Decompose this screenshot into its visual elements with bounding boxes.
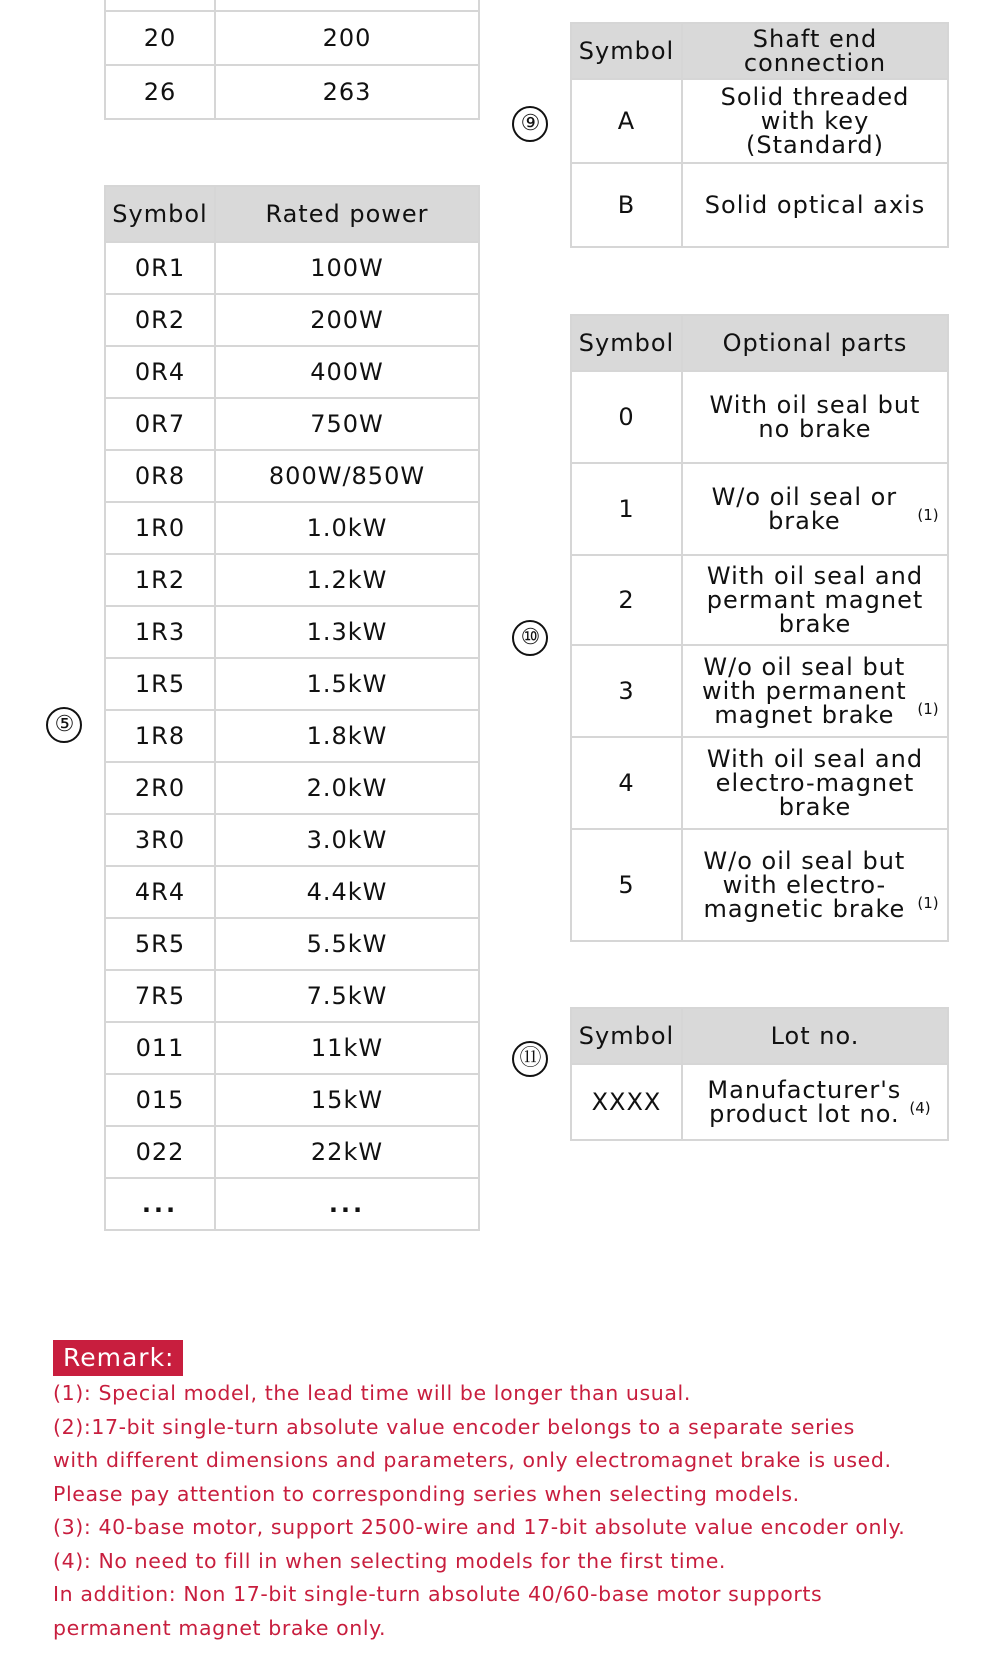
table-cell-symbol: 26 — [105, 65, 215, 119]
table-row — [105, 606, 479, 658]
footnote-marker: (4) — [909, 1099, 931, 1117]
table-cell-symbol: 7R5 — [105, 970, 215, 1022]
table-cell-symbol: 5R5 — [105, 918, 215, 970]
table-cell-symbol: 1 — [571, 463, 682, 555]
table-row — [105, 762, 479, 814]
table-row — [105, 1178, 479, 1230]
table-row — [105, 554, 479, 606]
table-cell-value: 22kW — [215, 1126, 479, 1178]
table-row — [105, 0, 479, 11]
remark-line: permanent magnet brake only. — [53, 1615, 387, 1640]
table-cell-symbol: 011 — [105, 1022, 215, 1074]
table-cell-symbol: 0 — [571, 371, 682, 463]
optional-part-description: W/o oil seal but with permanent magnet brake — [702, 653, 907, 729]
table-cell-value: 11kW — [215, 1022, 479, 1074]
table-cell-symbol: 1R2 — [105, 554, 215, 606]
header-symbol: Symbol — [105, 186, 215, 242]
table-cell-symbol: A — [571, 79, 682, 163]
remark-line: (2):17-bit single-turn absolute value encoder belongs to a separate series — [53, 1414, 855, 1439]
section-marker-9: ⑨ — [512, 106, 548, 142]
header-symbol: Symbol — [571, 1008, 682, 1064]
table-row — [105, 1022, 479, 1074]
table-cell-symbol: 0R7 — [105, 398, 215, 450]
table-cell-value: ... — [215, 1178, 479, 1230]
remark-line: with different dimensions and parameters, only electromagnet brake is used. — [53, 1448, 892, 1472]
table-cell-value: 5.5kW — [215, 918, 479, 970]
table-row — [105, 970, 479, 1022]
header-lot-no: Lot no. — [682, 1008, 948, 1064]
table-cell-symbol: XXXX — [571, 1064, 682, 1140]
section-marker-11: ⑪ — [512, 1041, 548, 1077]
table-row — [571, 163, 948, 247]
table-cell-symbol: 3 — [571, 645, 682, 737]
table-row — [105, 294, 479, 346]
remark-badge: Remark: — [53, 1340, 183, 1376]
lot-number-table — [570, 1007, 949, 1141]
optional-part-description: W/o oil seal or brake — [711, 483, 898, 535]
table-cell-value: 400W — [215, 346, 479, 398]
table-row — [571, 1064, 948, 1140]
table-row — [571, 79, 948, 163]
table-cell-symbol: 5 — [571, 829, 682, 941]
top-value-table — [104, 0, 480, 120]
rated-power-table — [104, 185, 480, 1231]
table-cell-symbol: 20 — [105, 11, 215, 65]
header-shaft-connection-label: Shaft end connection — [743, 25, 887, 77]
table-cell-value: 1.5kW — [215, 658, 479, 710]
table-row — [105, 242, 479, 294]
table-cell-value: 15kW — [215, 1074, 479, 1126]
shaft-option-a-label: Solid threaded with key (Standard) — [720, 83, 910, 159]
table-cell-value: 2.0kW — [215, 762, 479, 814]
remark-line: (4): No need to fill in when selecting models for the first time. — [53, 1548, 727, 1573]
table-cell-symbol: 1R8 — [105, 710, 215, 762]
table-row — [571, 463, 948, 555]
table-cell-value: 800W/850W — [215, 450, 479, 502]
optional-part-description: With oil seal and permant magnet brake — [706, 562, 924, 638]
table-cell-value: 3.0kW — [215, 814, 479, 866]
table-cell-value: 263 — [215, 65, 479, 119]
table-row — [571, 645, 948, 737]
table-cell-symbol: 2R0 — [105, 762, 215, 814]
remark-line: (3): 40-base motor, support 2500-wire and 17-bit absolute value encoder only. — [53, 1515, 906, 1539]
optional-part-description: With oil seal but no brake — [709, 391, 921, 443]
table-row — [105, 11, 479, 65]
table-cell-symbol: B — [571, 163, 682, 247]
table-cell-symbol: 022 — [105, 1126, 215, 1178]
table-cell-value: 7.5kW — [215, 970, 479, 1022]
table-cell-symbol: 2 — [571, 555, 682, 645]
table-cell-symbol: 4 — [571, 737, 682, 829]
remark-text — [53, 1377, 983, 1645]
table-row — [571, 737, 948, 829]
section-marker-10: ⑩ — [512, 620, 548, 656]
table-cell-value — [682, 645, 948, 737]
table-cell-value: 750W — [215, 398, 479, 450]
table-cell-symbol: 1R0 — [105, 502, 215, 554]
table-cell-value: 1.3kW — [215, 606, 479, 658]
table-row — [571, 371, 948, 463]
table-cell-symbol: 4R4 — [105, 866, 215, 918]
table-cell-symbol: 1R3 — [105, 606, 215, 658]
table-cell-value: Solid optical axis — [682, 163, 948, 247]
table-cell-value: 1.2kW — [215, 554, 479, 606]
footnote-marker: (1) — [917, 700, 939, 718]
table-header-row — [105, 186, 479, 242]
table-cell-symbol: 0R2 — [105, 294, 215, 346]
table-row — [105, 866, 479, 918]
optional-part-description: W/o oil seal but with electro-magnetic brake — [703, 847, 906, 923]
table-cell-value — [682, 463, 948, 555]
table-cell-value — [682, 1064, 948, 1140]
remark-line: Please pay attention to corresponding series when selecting models. — [53, 1481, 800, 1506]
table-cell-symbol: 015 — [105, 1074, 215, 1126]
table-cell-value: 100W — [215, 242, 479, 294]
table-header-row — [571, 1008, 948, 1064]
footnote-marker: (1) — [917, 506, 939, 524]
table-cell-symbol: ... — [105, 1178, 215, 1230]
header-rated-power: Rated power — [215, 186, 479, 242]
table-cell-value — [682, 829, 948, 941]
table-header-row — [571, 315, 948, 371]
section-marker-5: ⑤ — [46, 707, 82, 743]
table-row — [105, 918, 479, 970]
table-header-row — [571, 23, 948, 79]
table-row — [571, 555, 948, 645]
table-cell-value — [682, 79, 948, 163]
table-row — [105, 65, 479, 119]
table-cell-value — [682, 737, 948, 829]
table-row — [571, 829, 948, 941]
table-row — [105, 1126, 479, 1178]
table-row — [105, 346, 479, 398]
table-row — [105, 814, 479, 866]
header-optional-parts: Optional parts — [682, 315, 948, 371]
lot-description: Manufacturer's product lot no. — [707, 1076, 902, 1128]
table-row — [105, 502, 479, 554]
table-row — [105, 658, 479, 710]
table-cell-value — [682, 555, 948, 645]
table-cell-symbol: 0R8 — [105, 450, 215, 502]
table-cell-value: 1.8kW — [215, 710, 479, 762]
table-cell-value: 1.0kW — [215, 502, 479, 554]
table-cell-value: 200W — [215, 294, 479, 346]
table-cell-symbol: 1R5 — [105, 658, 215, 710]
table-cell-symbol: 0R1 — [105, 242, 215, 294]
header-symbol: Symbol — [571, 23, 682, 79]
optional-part-description: With oil seal and electro-magnet brake — [706, 745, 924, 821]
table-row — [105, 710, 479, 762]
table-cell-value: 4.4kW — [215, 866, 479, 918]
table-row — [105, 398, 479, 450]
shaft-connection-table — [570, 22, 949, 248]
header-symbol: Symbol — [571, 315, 682, 371]
table-cell-symbol: 0R4 — [105, 346, 215, 398]
optional-parts-table — [570, 314, 949, 942]
remark-line: (1): Special model, the lead time will be longer than usual. — [53, 1381, 691, 1405]
remark-line: In addition: Non 17-bit single-turn absolute 40/60-base motor supports — [53, 1582, 823, 1606]
table-row — [105, 450, 479, 502]
header-shaft-connection — [682, 23, 948, 79]
footnote-marker: (1) — [917, 894, 939, 912]
table-row — [105, 1074, 479, 1126]
table-cell-symbol: 3R0 — [105, 814, 215, 866]
table-cell-value: 200 — [215, 11, 479, 65]
table-cell-value — [682, 371, 948, 463]
